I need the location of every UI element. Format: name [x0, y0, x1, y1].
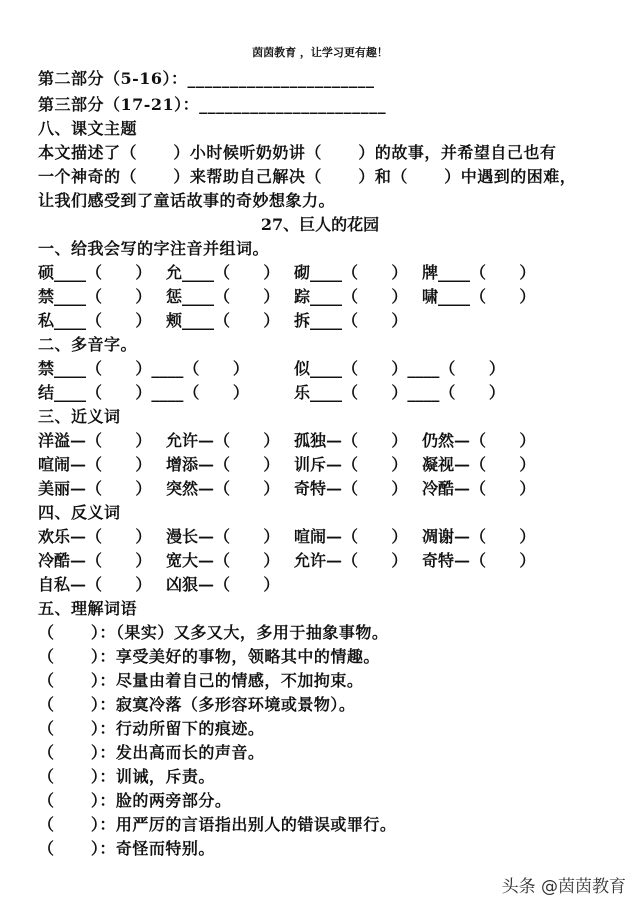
antonym-item: 漫长—（ ） [166, 527, 280, 546]
definition-item: （ ）：奇怪而特别。 [38, 839, 215, 858]
antonym-item: 凋谢—（ ） [422, 527, 536, 546]
definition-item: （ ）：脸的两旁部分。 [38, 791, 232, 810]
theme-line-1: 本文描述了（ ）小时候听奶奶讲（ ）的故事，并希望自己也有 [38, 143, 557, 162]
char-item: 禁____（ ） [38, 287, 152, 306]
char-item: 牌____（ ） [422, 263, 536, 282]
theme-line-2: 一个神奇的（ ）来帮助自己解决（ ）和（ ）中遇到的困难， [38, 167, 577, 186]
char-item: 砌____（ ） [294, 263, 408, 282]
synonym-item: 喧闹—（ ） [38, 455, 152, 474]
synonym-item: 美丽—（ ） [38, 479, 152, 498]
antonym-item: 欢乐—（ ） [38, 527, 152, 546]
char-item: 啸____（ ） [422, 287, 536, 306]
polyphone-item: 似____（ ）____（ ） [294, 359, 505, 378]
antonym-item: 冷酷—（ ） [38, 551, 152, 570]
definition-item: （ ）：享受美好的事物，领略其中的情趣。 [38, 647, 380, 666]
synonym-item: 允许—（ ） [166, 431, 280, 450]
definition-item: （ ）：用严厉的言语指出别人的错误或罪行。 [38, 815, 397, 834]
antonym-item: 凶狠—（ ） [166, 575, 280, 594]
synonym-item: 洋溢—（ ） [38, 431, 152, 450]
synonym-item: 奇特—（ ） [294, 479, 408, 498]
section1-heading: 一、给我会写的字注音并组词。 [38, 239, 270, 258]
definition-item: （ ）：（果实）又多又大，多用于抽象事物。 [38, 623, 389, 642]
synonym-item: 增添—（ ） [166, 455, 280, 474]
antonym-item: 宽大—（ ） [166, 551, 280, 570]
section-eight-heading: 八、课文主题 [38, 119, 138, 138]
char-item: 颊____（ ） [166, 311, 280, 330]
definition-item: （ ）：尽量由着自己的情感，不加拘束。 [38, 671, 364, 690]
char-item: 硕____（ ） [38, 263, 152, 282]
antonym-item: 奇特—（ ） [422, 551, 536, 570]
synonym-item: 凝视—（ ） [422, 455, 536, 474]
lesson-title: 27、巨人的花园 [260, 215, 380, 234]
definition-item: （ ）：训诫，斥责。 [38, 767, 215, 786]
char-item: 拆____（ ） [294, 311, 408, 330]
polyphone-item: 结____（ ）____（ ） [38, 383, 249, 402]
char-item: 踪____（ ） [294, 287, 408, 306]
definition-item: （ ）：寂寞冷落（多形容环境或景物）。 [38, 695, 356, 714]
section5-heading: 五、理解词语 [38, 599, 138, 618]
section4-heading: 四、反义词 [38, 503, 121, 522]
section3-heading: 三、近义词 [38, 407, 121, 426]
part-two-line: 第二部分（5-16）：______________________ [38, 69, 375, 88]
polyphone-item: 乐____（ ）____（ ） [294, 383, 505, 402]
definition-item: （ ）：行动所留下的痕迹。 [38, 719, 265, 738]
polyphone-item: 禁____（ ）____（ ） [38, 359, 249, 378]
antonym-item: 允许—（ ） [294, 551, 408, 570]
char-item: 允____（ ） [166, 263, 280, 282]
synonym-item: 仍然—（ ） [422, 431, 536, 450]
section2-heading: 二、多音字。 [38, 335, 138, 354]
page-header: 茵茵教育 ，让学习更有趣！ [252, 46, 388, 59]
char-item: 惩____（ ） [166, 287, 280, 306]
synonym-item: 冷酷—（ ） [422, 479, 536, 498]
watermark: 头条 @茵茵教育 [501, 877, 626, 897]
antonym-item: 自私—（ ） [38, 575, 152, 594]
part-three-line: 第三部分（17-21）：______________________ [38, 95, 387, 114]
synonym-item: 孤独—（ ） [294, 431, 408, 450]
synonym-item: 训斥—（ ） [294, 455, 408, 474]
theme-line-3: 让我们感受到了童话故事的奇妙想象力。 [38, 191, 336, 210]
synonym-item: 突然—（ ） [166, 479, 280, 498]
antonym-item: 喧闹—（ ） [294, 527, 408, 546]
char-item: 私____（ ） [38, 311, 152, 330]
definition-item: （ ）：发出高而长的声音。 [38, 743, 265, 762]
